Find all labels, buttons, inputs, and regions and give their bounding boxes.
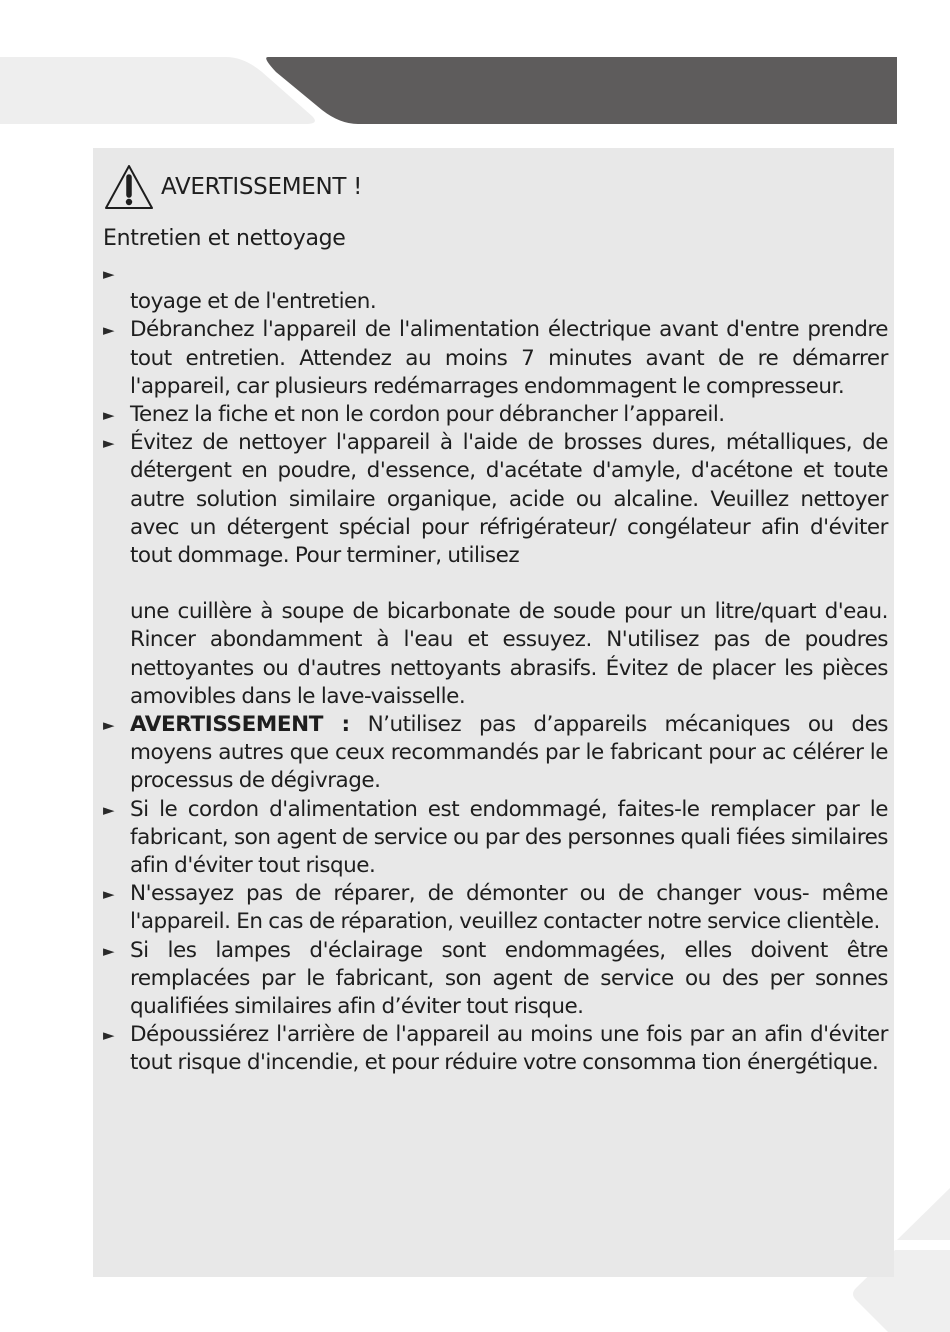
item-text: Dépoussiérez l'arrière de l'appareil au moins une fois par an afin d'éviter tout risque d'incendie, et pour réduire votre consomma tion énergétique. <box>130 1022 888 1076</box>
list-item <box>102 401 888 429</box>
item-text: Si les lampes d'éclairage sont endommagées, elles doivent être remplacées par le fabricant, son agent de service ou des per sonnes qualifiées similaires afin d’éviter tout risque. <box>130 937 888 1020</box>
bullet-triangle-icon: ► <box>103 800 115 819</box>
item-text: Si le cordon d'alimentation est endommagé, faites-le remplacer par le fabricant, son agent de service ou par des personnes quali fiées similaires afin d'éviter tout risque. <box>130 796 888 879</box>
item-text: Évitez de nettoyer l'appareil à l'aide de brosses dures, métalliques, de détergent en poudre, d'essence, d'acétate d'amyle, d'acétone et toute autre solution similaire organique, acide ou alcaline. Veuillez nettoyer avec un détergent spécial pour réfrigérateur/ congélateur afin d'éviter tout dommage. Pour terminer, utilisez <box>130 430 888 569</box>
header-dark-band <box>266 57 897 124</box>
list-item <box>102 429 888 711</box>
warning-text: N’utilisez pas d’appareils mécaniques ou des moyens autres que ceux recommandés par le fabricant pour ac célérer le processus de dégivrage. <box>130 712 888 794</box>
bullet-triangle-icon: ► <box>103 265 115 283</box>
list-item <box>102 880 888 936</box>
list-item <box>102 796 888 881</box>
item-text: une cuillère à soupe de bicarbonate de soude pour un litre/quart d'eau. Rincer abondamment à l'eau et essuyez. N'utilisez pas de poudres nettoyantes ou d'autres nettoyants abrasifs. Évitez de placer les pièces amovibles dans le lave-vaisselle. <box>130 599 888 709</box>
bullet-triangle-icon: ► <box>103 406 115 425</box>
list-item <box>102 937 888 1022</box>
warning-title: AVERTISSEMENT ! <box>161 174 363 200</box>
bullet-triangle-icon: ► <box>103 885 115 904</box>
warning-heading <box>103 162 362 212</box>
bullet-triangle-icon: ► <box>103 941 115 960</box>
bullet-triangle-icon: ► <box>103 716 115 735</box>
item-text <box>130 711 888 796</box>
bullet-triangle-icon: ► <box>103 1026 115 1045</box>
item-text: N'essayez pas de réparer, de démonter ou de changer vous- même l'appareil. En cas de réparation, veuillez contacter notre service clientèle. <box>130 881 888 935</box>
item-text: Débranchez l'appareil de l'alimentation électrique avant d'entre prendre tout entretien. Attendez au moins 7 minutes avant de re démarrer l'appareil, car plusieurs redémarrages endommagent le compresseur. <box>130 317 888 399</box>
item-text: toyage et de l'entretien. <box>130 289 377 315</box>
item-text <box>130 260 888 288</box>
list-item <box>102 711 888 796</box>
section-title: Entretien et nettoyage <box>103 226 346 251</box>
corner-tab-upper <box>897 1188 950 1240</box>
list-item <box>102 316 888 401</box>
bullet-triangle-icon: ► <box>103 434 115 453</box>
maintenance-list <box>102 260 888 1078</box>
item-text: Tenez la fiche et non le cordon pour débrancher l’appareil. <box>130 402 725 428</box>
warning-label: AVERTISSEMENT : <box>130 712 350 738</box>
list-item <box>102 260 888 316</box>
bullet-triangle-icon: ► <box>103 321 115 340</box>
warning-triangle-icon <box>103 163 155 211</box>
list-item <box>102 1021 888 1077</box>
header-light-tab <box>0 57 315 124</box>
